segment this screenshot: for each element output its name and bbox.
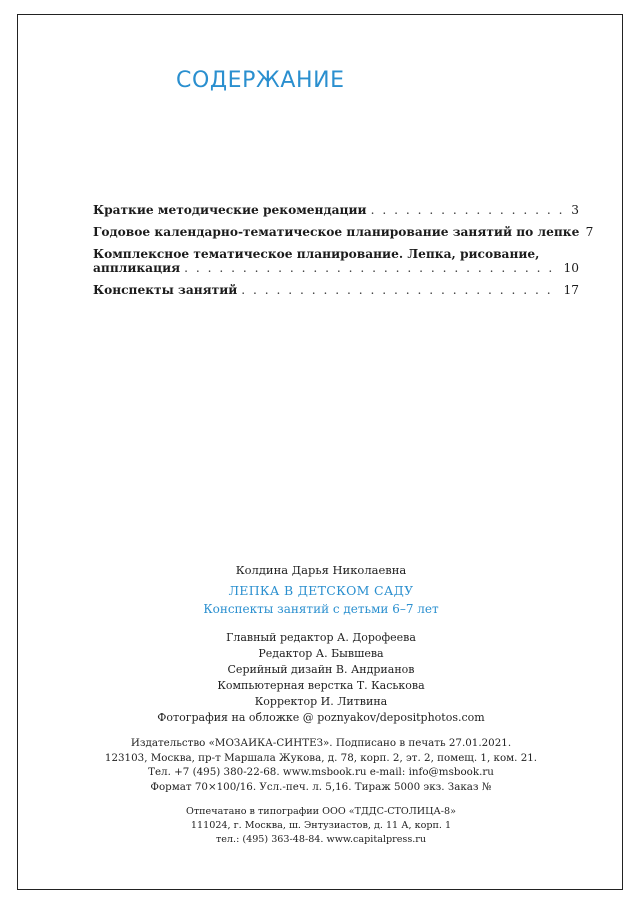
toc-leader-dots	[371, 203, 565, 217]
toc-entry-title-continued: аппликация	[93, 261, 181, 275]
author-name: Колдина Дарья Николаевна	[235, 563, 407, 577]
toc-entry-title: Конспекты занятий	[93, 283, 238, 297]
toc-leader-dots	[241, 283, 559, 297]
imprint-block	[18, 563, 624, 847]
toc-entry[interactable]	[93, 225, 594, 239]
toc-entry-title: Годовое календарно-тематическое планирование занятий по лепке	[93, 225, 580, 239]
toc-entry[interactable]	[93, 203, 579, 217]
toc-entry-title: Краткие методические рекомендации	[93, 203, 367, 217]
book-subtitle: Конспекты занятий с детьми 6–7 лет	[203, 602, 439, 616]
printer-line: 111024, г. Москва, ш. Энтузиастов, д. 11 А, корп. 1	[190, 820, 452, 831]
printer-line: Отпечатано в типографии ООО «ТДДС-СТОЛИЦА-8»	[185, 806, 457, 817]
toc-heading: СОДЕРЖАНИЕ	[176, 68, 345, 93]
credit-line: Редактор А. Бывшева	[258, 647, 384, 660]
toc-entry-page: 7	[585, 225, 594, 239]
publisher-line: Формат 70×100/16. Усл.-печ. л. 5,16. Тираж 5000 экз. Заказ №	[150, 780, 492, 793]
credit-line: Главный редактор А. Дорофеева	[226, 631, 416, 644]
publisher-line: Тел. +7 (495) 380-22-68. www.msbook.ru e-mail: info@msbook.ru	[148, 766, 494, 778]
cover-photo-credit: Фотография на обложке @ poznyakov/depositphotos.com	[157, 711, 485, 724]
credits-list	[18, 630, 624, 710]
toc-leader-dots	[184, 261, 559, 275]
toc-entry[interactable]	[93, 247, 579, 275]
toc-entry-page: 17	[563, 283, 579, 297]
credit-line: Серийный дизайн В. Андрианов	[227, 663, 415, 676]
credit-line: Корректор И. Литвина	[254, 695, 388, 708]
toc-entry-page: 3	[571, 203, 579, 217]
publisher-line: Издательство «МОЗАИКА-СИНТЕЗ». Подписано в печать 27.01.2021.	[130, 737, 512, 749]
publisher-line: 123103, Москва, пр-т Маршала Жукова, д. 78, корп. 2, эт. 2, помещ. 1, ком. 21.	[104, 751, 538, 764]
credit-line: Компьютерная верстка Т. Каськова	[217, 679, 425, 692]
table-of-contents	[93, 203, 594, 305]
book-title: ЛЕПКА В ДЕТСКОМ САДУ	[228, 583, 414, 598]
toc-entry-title: Комплексное тематическое планирование. Лепка, рисование,	[93, 247, 540, 261]
publisher-info	[18, 736, 624, 794]
book-page	[17, 14, 623, 890]
toc-entry[interactable]	[93, 283, 579, 297]
printer-info	[18, 805, 624, 847]
toc-entry-page: 10	[563, 261, 579, 275]
printer-line: тел.: (495) 363-48-84. www.capitalpress.ru	[215, 834, 427, 845]
